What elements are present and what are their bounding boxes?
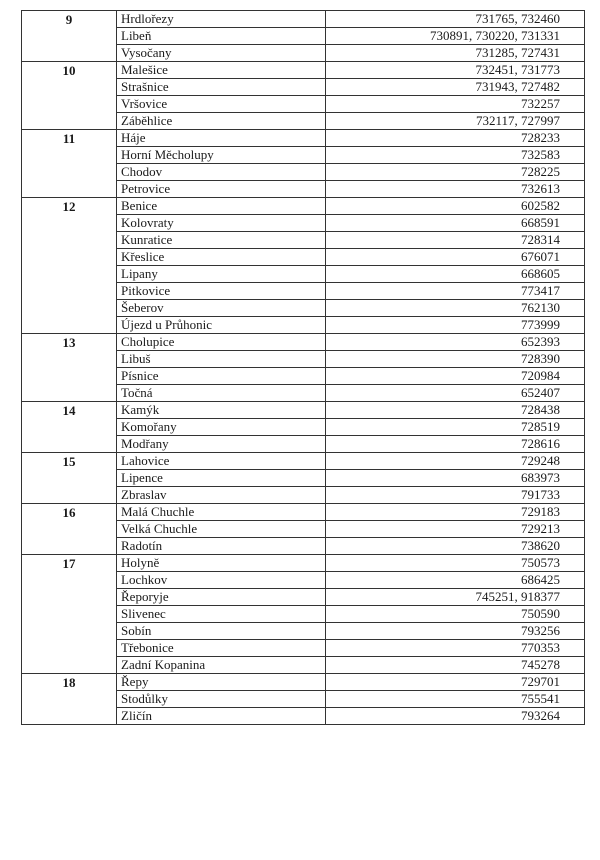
cadastral-area-codes: 738620 (326, 538, 585, 555)
cadastral-area-name: Křeslice (117, 249, 326, 266)
cadastral-area-codes: 729213 (326, 521, 585, 538)
cadastral-area-name: Petrovice (117, 181, 326, 198)
cadastral-area-codes: 732583 (326, 147, 585, 164)
cadastral-area-name: Velká Chuchle (117, 521, 326, 538)
cadastral-area-name: Lochkov (117, 572, 326, 589)
cadastral-area-name: Lipany (117, 266, 326, 283)
cadastral-area-codes: 730891, 730220, 731331 (326, 28, 585, 45)
cadastral-area-codes: 791733 (326, 487, 585, 504)
cadastral-area-codes: 728233 (326, 130, 585, 147)
cadastral-area-name: Točná (117, 385, 326, 402)
cadastral-area-name: Sobín (117, 623, 326, 640)
table-row (22, 504, 585, 521)
cadastral-area-name: Vysočany (117, 45, 326, 62)
cadastral-area-codes: 732117, 727997 (326, 113, 585, 130)
cadastral-area-codes: 686425 (326, 572, 585, 589)
cadastral-area-name: Benice (117, 198, 326, 215)
cadastral-area-name: Háje (117, 130, 326, 147)
table-body (22, 11, 585, 725)
table-row (22, 11, 585, 28)
table-row (22, 334, 585, 351)
cadastral-area-name: Zadní Kopanina (117, 657, 326, 674)
district-number: 17 (22, 555, 117, 674)
cadastral-area-codes: 755541 (326, 691, 585, 708)
cadastral-area-codes: 773417 (326, 283, 585, 300)
cadastral-area-codes: 750590 (326, 606, 585, 623)
cadastral-area-codes: 728225 (326, 164, 585, 181)
cadastral-area-codes: 720984 (326, 368, 585, 385)
cadastral-area-codes: 728519 (326, 419, 585, 436)
cadastral-area-name: Pitkovice (117, 283, 326, 300)
cadastral-area-codes: 731765, 732460 (326, 11, 585, 28)
cadastral-area-codes: 728390 (326, 351, 585, 368)
table-row (22, 674, 585, 691)
table-row (22, 130, 585, 147)
cadastral-area-codes: 683973 (326, 470, 585, 487)
cadastral-area-name: Újezd u Průhonic (117, 317, 326, 334)
cadastral-area-name: Třebonice (117, 640, 326, 657)
cadastral-area-codes: 732613 (326, 181, 585, 198)
cadastral-area-codes: 729701 (326, 674, 585, 691)
table-row (22, 555, 585, 572)
table-row (22, 62, 585, 79)
cadastral-area-codes: 732451, 731773 (326, 62, 585, 79)
cadastral-area-codes: 676071 (326, 249, 585, 266)
table-row (22, 453, 585, 470)
cadastral-area-codes: 652407 (326, 385, 585, 402)
table-row (22, 198, 585, 215)
cadastral-area-name: Kunratice (117, 232, 326, 249)
cadastral-area-name: Libeň (117, 28, 326, 45)
cadastral-area-name: Holyně (117, 555, 326, 572)
cadastral-area-codes: 668605 (326, 266, 585, 283)
cadastral-area-name: Řepy (117, 674, 326, 691)
district-number: 15 (22, 453, 117, 504)
cadastral-area-name: Lipence (117, 470, 326, 487)
cadastral-area-name: Vršovice (117, 96, 326, 113)
district-number: 18 (22, 674, 117, 725)
cadastral-area-codes: 731285, 727431 (326, 45, 585, 62)
cadastral-area-codes: 652393 (326, 334, 585, 351)
cadastral-area-name: Horní Měcholupy (117, 147, 326, 164)
cadastral-area-codes: 732257 (326, 96, 585, 113)
cadastral-area-codes: 668591 (326, 215, 585, 232)
cadastral-table (21, 10, 585, 725)
district-number: 9 (22, 11, 117, 62)
cadastral-area-codes: 745251, 918377 (326, 589, 585, 606)
cadastral-area-name: Zličín (117, 708, 326, 725)
cadastral-area-name: Malešice (117, 62, 326, 79)
cadastral-area-name: Stodůlky (117, 691, 326, 708)
cadastral-area-name: Radotín (117, 538, 326, 555)
cadastral-area-name: Strašnice (117, 79, 326, 96)
cadastral-area-name: Malá Chuchle (117, 504, 326, 521)
cadastral-area-codes: 729183 (326, 504, 585, 521)
cadastral-area-codes: 602582 (326, 198, 585, 215)
cadastral-area-codes: 793264 (326, 708, 585, 725)
cadastral-area-name: Lahovice (117, 453, 326, 470)
cadastral-area-name: Písnice (117, 368, 326, 385)
cadastral-area-name: Kolovraty (117, 215, 326, 232)
cadastral-area-name: Záběhlice (117, 113, 326, 130)
district-number: 10 (22, 62, 117, 130)
cadastral-area-codes: 728438 (326, 402, 585, 419)
cadastral-area-codes: 728616 (326, 436, 585, 453)
cadastral-area-codes: 750573 (326, 555, 585, 572)
cadastral-area-codes: 773999 (326, 317, 585, 334)
district-number: 16 (22, 504, 117, 555)
cadastral-area-codes: 731943, 727482 (326, 79, 585, 96)
cadastral-area-codes: 793256 (326, 623, 585, 640)
cadastral-area-codes: 762130 (326, 300, 585, 317)
cadastral-area-codes: 728314 (326, 232, 585, 249)
document-page (21, 10, 585, 725)
cadastral-area-codes: 770353 (326, 640, 585, 657)
cadastral-area-name: Cholupice (117, 334, 326, 351)
cadastral-area-name: Zbraslav (117, 487, 326, 504)
cadastral-area-name: Hrdlořezy (117, 11, 326, 28)
district-number: 13 (22, 334, 117, 402)
cadastral-area-name: Kamýk (117, 402, 326, 419)
cadastral-area-name: Řeporyje (117, 589, 326, 606)
cadastral-area-name: Modřany (117, 436, 326, 453)
cadastral-area-name: Libuš (117, 351, 326, 368)
table-row (22, 402, 585, 419)
cadastral-area-name: Komořany (117, 419, 326, 436)
cadastral-area-codes: 729248 (326, 453, 585, 470)
cadastral-area-name: Šeberov (117, 300, 326, 317)
district-number: 11 (22, 130, 117, 198)
cadastral-area-name: Chodov (117, 164, 326, 181)
district-number: 12 (22, 198, 117, 334)
district-number: 14 (22, 402, 117, 453)
cadastral-area-codes: 745278 (326, 657, 585, 674)
cadastral-area-name: Slivenec (117, 606, 326, 623)
